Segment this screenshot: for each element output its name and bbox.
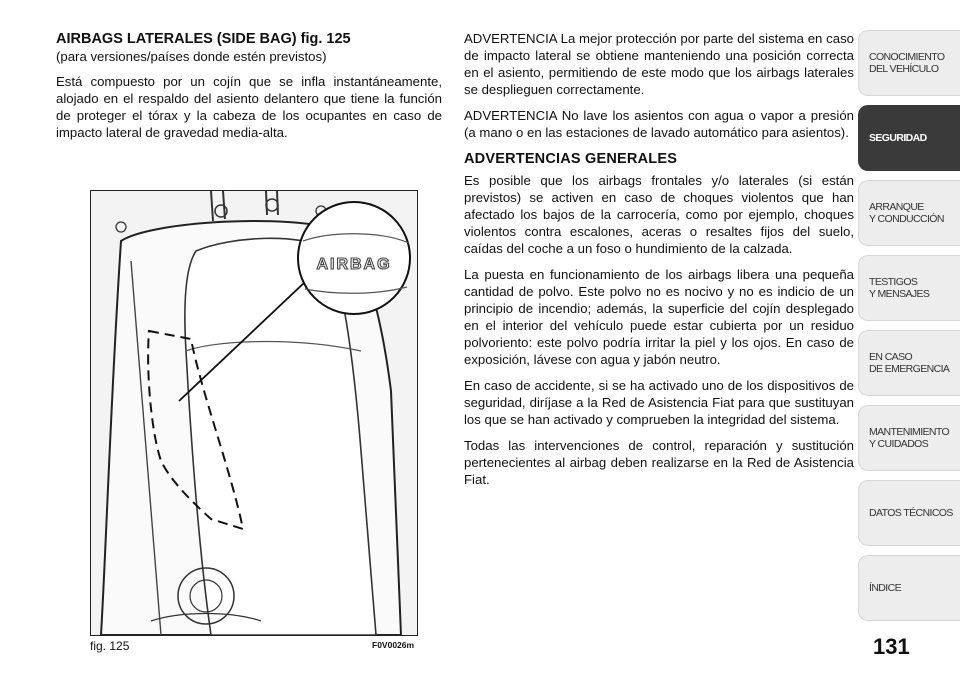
general-warning-paragraph: Todas las intervenciones de control, reparación y sustitución pertenecientes al airbag deben realizarse en la Red de Asistencia Fiat. bbox=[464, 438, 854, 487]
tab-label: EN CASO DE EMERGENCIA bbox=[869, 351, 950, 375]
tab-emergencia[interactable] bbox=[858, 330, 960, 396]
tab-mantenimiento[interactable] bbox=[858, 405, 960, 471]
tab-datos-tecnicos[interactable] bbox=[858, 480, 960, 546]
side-bag-description: Está compuesto por un cojín que se infla instantáneamente, alojado en el respaldo del asiento delantero que tiene la función de proteger el tórax y la cabeza de los ocupantes en caso de impacto lateral de gravedad media-alta. bbox=[56, 74, 442, 140]
tab-label: CONOCIMIENTO DEL VEHÍCULO bbox=[869, 51, 945, 75]
seat-airbag-figure bbox=[90, 190, 418, 636]
airbag-badge-text: AIRBAG bbox=[316, 256, 392, 273]
tab-label: TESTIGOS Y MENSAJES bbox=[869, 276, 930, 300]
right-column bbox=[464, 30, 854, 497]
figure-code: F0V0026m bbox=[372, 640, 415, 650]
tab-label: ÍNDICE bbox=[869, 582, 901, 594]
tab-testigos[interactable] bbox=[858, 255, 960, 321]
tab-indice[interactable] bbox=[858, 555, 960, 621]
tab-seguridad[interactable] bbox=[858, 105, 960, 171]
tab-arranque[interactable] bbox=[858, 180, 960, 246]
seat-illustration bbox=[91, 191, 417, 635]
figure-label: fig. 125 bbox=[90, 639, 130, 653]
general-warning-paragraph: Es posible que los airbags frontales y/o laterales (si están previstos) se activen en caso de choques violentos que han afectado los bajos de la carrocería, como por ejemplo, choques violentos contra escalones, aceras o resaltes fijos del suelo, caídas del coche a un foso o hundimiento de la calzada. bbox=[464, 173, 854, 256]
warning-seat-position: ADVERTENCIA La mejor protección por parte del sistema en caso de impacto lateral se obtiene manteniendo una posición correcta en el asiento, permitiendo de este modo que los airbags laterales se desplieguen correctamente. bbox=[464, 31, 854, 97]
general-warning-paragraph: En caso de accidente, si se ha activado uno de los dispositivos de seguridad, diríjase a la Red de Asistencia Fiat para que sustituyan los que se han activado y comprueben la integridad del sistema. bbox=[464, 378, 854, 427]
tab-label: DATOS TÉCNICOS bbox=[869, 507, 953, 519]
tab-conocimiento[interactable] bbox=[858, 30, 960, 96]
general-warning-paragraph: La puesta en funcionamiento de los airbags libera una pequeña cantidad de polvo. Este polvo no es nocivo y no es indicio de un principio de incendio; además, la superficie del cojín desplegado en el interior del vehículo puede estar cubierta por un residuo polvoriento: este polvo podría irritar la piel y los ojos. En caso de exposición, lávese con agua y jabón neutro. bbox=[464, 267, 854, 367]
left-column bbox=[56, 30, 442, 149]
chapter-tabs bbox=[858, 30, 960, 630]
warning-seat-washing: ADVERTENCIA No lave los asientos con agua o vapor a presión (a mano o en las estaciones de lavado automático para asientos). bbox=[464, 108, 854, 140]
tab-label: ARRANQUE Y CONDUCCIÓN bbox=[869, 201, 944, 225]
section-heading: AIRBAGS LATERALES (SIDE BAG) fig. 125 bbox=[56, 31, 351, 47]
page-number: 131 bbox=[873, 634, 910, 659]
tab-label: MANTENIMIENTO Y CUIDADOS bbox=[869, 426, 950, 450]
section-subtitle: (para versiones/países donde estén previstos) bbox=[56, 49, 327, 64]
tab-label: SEGURIDAD bbox=[869, 132, 927, 144]
general-warnings-title: ADVERTENCIAS GENERALES bbox=[464, 151, 678, 167]
